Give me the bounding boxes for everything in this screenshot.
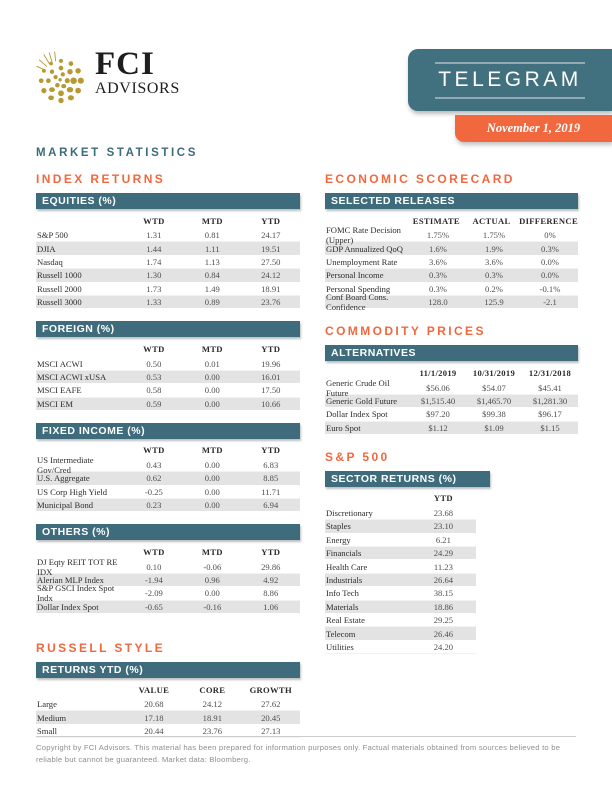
column-header-row bbox=[36, 681, 300, 698]
cell-value: 11.23 bbox=[433, 561, 453, 572]
cell-value: 0.00 bbox=[204, 385, 220, 396]
table-row bbox=[36, 486, 300, 499]
cell-value: 6.83 bbox=[263, 460, 279, 471]
cell-value: 0.89 bbox=[204, 297, 220, 308]
row-label: Generic Crude Oil Future bbox=[326, 377, 390, 398]
fixed-income-table bbox=[36, 423, 300, 513]
table-row bbox=[36, 698, 300, 711]
foreign-table bbox=[36, 321, 300, 411]
cell-value: 0.3% bbox=[429, 270, 447, 281]
table-row bbox=[36, 229, 300, 242]
column-header: 12/31/2018 bbox=[528, 367, 572, 378]
alternatives-table-header-bar: ALTERNATIVES bbox=[325, 345, 578, 361]
table-row bbox=[325, 408, 578, 421]
cell-value: -0.25 bbox=[144, 486, 163, 497]
cell-value: 10.66 bbox=[261, 398, 281, 409]
table-row bbox=[325, 560, 476, 573]
cell-value: $1,465.70 bbox=[476, 395, 512, 406]
cell-value: 24.12 bbox=[202, 699, 222, 710]
table-row bbox=[325, 256, 578, 269]
row-label: FOMC Rate Decision (Upper) bbox=[326, 225, 401, 246]
cell-value: 1.44 bbox=[146, 243, 162, 254]
row-label: DJIA bbox=[37, 243, 56, 254]
cell-value: 0.00 bbox=[204, 398, 220, 409]
cell-value: 20.44 bbox=[144, 726, 164, 736]
fixed-income-table-body bbox=[36, 442, 300, 513]
table-row bbox=[325, 601, 476, 614]
cell-value: 16.01 bbox=[261, 371, 281, 382]
row-label: DJ Eqty REIT TOT RE IDX bbox=[37, 556, 118, 577]
column-header: MTD bbox=[201, 445, 223, 456]
cell-value: 24.17 bbox=[261, 230, 281, 241]
cell-value: 0.00 bbox=[204, 460, 220, 471]
cell-value: 24.20 bbox=[433, 642, 454, 652]
foreign-table-header-bar: FOREIGN (%) bbox=[36, 321, 300, 337]
cell-value: -0.1% bbox=[539, 283, 561, 294]
cell-value: 3.6% bbox=[485, 256, 503, 267]
table-row bbox=[325, 534, 476, 547]
row-label: MSCI ACWI bbox=[37, 358, 83, 369]
table-row bbox=[36, 472, 300, 485]
cell-value: 128.0 bbox=[428, 297, 448, 308]
row-label: Russell 2000 bbox=[37, 283, 82, 294]
cell-value: 23.10 bbox=[433, 521, 454, 532]
foreign-table-body bbox=[36, 340, 300, 411]
row-label: Personal Spending bbox=[326, 283, 391, 294]
selected-releases-table-header-bar: SELECTED RELEASES bbox=[325, 193, 578, 209]
row-label: Dollar Index Spot bbox=[37, 601, 99, 612]
table-row bbox=[325, 225, 578, 246]
report-date: November 1, 2019 bbox=[486, 121, 581, 135]
cell-value: 1.06 bbox=[263, 601, 279, 612]
row-label: Municipal Bond bbox=[37, 500, 94, 511]
column-header: YTD bbox=[261, 445, 281, 456]
cell-value: 18.91 bbox=[202, 712, 222, 723]
cell-value: 23.68 bbox=[433, 508, 454, 519]
cell-value: 27.50 bbox=[261, 256, 281, 267]
cell-value: 19.96 bbox=[261, 358, 281, 369]
row-label: Staples bbox=[326, 521, 351, 532]
fci-advisors-logo bbox=[34, 46, 180, 111]
cell-value: 26.46 bbox=[433, 628, 454, 639]
cell-value: 8.86 bbox=[263, 588, 279, 599]
cell-value: 4.92 bbox=[263, 575, 279, 586]
equities-table bbox=[36, 193, 300, 309]
table-row bbox=[325, 292, 578, 313]
cell-value: 6.94 bbox=[263, 500, 279, 511]
row-label: Russell 3000 bbox=[37, 297, 82, 308]
table-row bbox=[325, 627, 476, 640]
row-label: Discretionary bbox=[326, 508, 373, 519]
column-header: MTD bbox=[201, 546, 223, 557]
row-label: Industrials bbox=[326, 575, 363, 586]
cell-value: 38.15 bbox=[433, 588, 454, 599]
cell-value: 8.85 bbox=[263, 473, 279, 484]
cell-value: 24.29 bbox=[433, 548, 454, 559]
page-title: MARKET STATISTICS bbox=[36, 147, 198, 159]
table-row bbox=[325, 587, 476, 600]
cell-value: 18.91 bbox=[261, 283, 281, 294]
row-label: US Intermediate Gov/Cred bbox=[37, 455, 94, 476]
cell-value: 1.73 bbox=[146, 283, 162, 294]
cell-value: 0.43 bbox=[146, 460, 162, 471]
row-label: Small bbox=[37, 726, 58, 736]
table-row bbox=[325, 641, 476, 654]
cell-value: -0.65 bbox=[144, 601, 163, 612]
brand-name-bottom: ADVISORS bbox=[95, 80, 180, 98]
table-row bbox=[325, 269, 578, 282]
cell-value: 0.0% bbox=[541, 270, 559, 281]
table-row bbox=[325, 422, 578, 435]
equities-table-header-bar: EQUITIES (%) bbox=[36, 193, 300, 209]
section-title-commodity-prices: COMMODITY PRICES bbox=[325, 324, 486, 339]
row-label: Personal Income bbox=[326, 270, 384, 281]
row-label: Alerian MLP Index bbox=[37, 575, 104, 586]
column-header: GROWTH bbox=[249, 684, 292, 695]
cell-value: $99.38 bbox=[482, 409, 506, 420]
column-header: DIFFERENCE bbox=[519, 215, 578, 226]
brand-name-top: FCI bbox=[95, 46, 155, 82]
fixed-income-table-header-bar: FIXED INCOME (%) bbox=[36, 423, 300, 439]
brand-wordmark bbox=[95, 46, 180, 98]
column-header-row bbox=[36, 212, 300, 229]
cell-value: 23.76 bbox=[202, 726, 222, 736]
row-label: Euro Spot bbox=[326, 422, 361, 433]
column-header: 11/1/2019 bbox=[419, 367, 457, 378]
cell-value: $1.12 bbox=[428, 422, 448, 433]
table-row bbox=[325, 377, 578, 398]
sector-returns-table-header-bar: SECTOR RETURNS (%) bbox=[325, 471, 490, 487]
table-row bbox=[36, 455, 300, 476]
badge-rule-top bbox=[435, 62, 585, 64]
column-header: YTD bbox=[433, 493, 453, 504]
column-header: VALUE bbox=[138, 684, 170, 695]
cell-value: $97.20 bbox=[426, 409, 450, 420]
cell-value: 0% bbox=[544, 230, 556, 241]
row-label: US Corp High Yield bbox=[37, 486, 108, 497]
cell-value: 19.51 bbox=[261, 243, 281, 254]
cell-value: 3.6% bbox=[429, 256, 447, 267]
badge-rule-bottom bbox=[435, 97, 585, 99]
cell-value: 27.13 bbox=[261, 726, 281, 736]
cell-value: 1.6% bbox=[429, 243, 447, 254]
right-column bbox=[325, 172, 578, 750]
cell-value: $45.41 bbox=[538, 382, 562, 393]
section-title-russell-style: RUSSELL STYLE bbox=[36, 641, 165, 656]
column-header: WTD bbox=[143, 445, 165, 456]
cell-value: 0.00 bbox=[204, 588, 220, 599]
cell-value: $1,515.40 bbox=[420, 395, 456, 406]
cell-value: 0.62 bbox=[146, 473, 162, 484]
cell-value: 0.23 bbox=[146, 500, 162, 511]
column-header: MTD bbox=[201, 215, 223, 226]
row-label: Energy bbox=[326, 534, 351, 545]
row-label: Nasdaq bbox=[37, 256, 63, 267]
row-label: Conf Board Cons. Confidence bbox=[326, 292, 389, 313]
left-column bbox=[36, 172, 300, 750]
cell-value: $1.15 bbox=[540, 422, 560, 433]
cell-value: $1,281.30 bbox=[532, 395, 568, 406]
row-label: U.S. Aggregate bbox=[37, 473, 90, 484]
cell-value: 20.68 bbox=[144, 699, 164, 710]
cell-value: 0.00 bbox=[204, 371, 220, 382]
cell-value: -0.06 bbox=[203, 561, 222, 572]
cell-value: 24.12 bbox=[261, 270, 281, 281]
cell-value: -2.09 bbox=[144, 588, 163, 599]
cell-value: 1.49 bbox=[204, 283, 220, 294]
sector-returns-table-body bbox=[325, 490, 476, 654]
row-label: Medium bbox=[37, 712, 67, 723]
cell-value: 29.25 bbox=[433, 615, 454, 626]
cell-value: 6.21 bbox=[435, 534, 451, 545]
sector-returns-table bbox=[325, 471, 578, 654]
column-header: WTD bbox=[143, 215, 165, 226]
column-header: MTD bbox=[201, 343, 223, 354]
selected-releases-table-body bbox=[325, 212, 578, 313]
cell-value: 1.30 bbox=[146, 270, 162, 281]
cell-value: 20.45 bbox=[261, 712, 281, 723]
cell-value: 1.11 bbox=[204, 243, 220, 254]
cell-value: 29.86 bbox=[261, 561, 281, 572]
cell-value: 0.53 bbox=[146, 371, 162, 382]
table-row bbox=[36, 296, 300, 309]
cell-value: 18.86 bbox=[433, 601, 454, 612]
dandelion-globe-icon bbox=[34, 50, 88, 111]
cell-value: 1.31 bbox=[146, 230, 162, 241]
cell-value: 23.76 bbox=[261, 297, 281, 308]
cell-value: 1.74 bbox=[146, 256, 162, 267]
row-label: GDP Annualized QoQ bbox=[326, 243, 404, 254]
table-row bbox=[325, 574, 476, 587]
section-title-index-returns: INDEX RETURNS bbox=[36, 172, 166, 186]
cell-value: $54.07 bbox=[482, 382, 506, 393]
selected-releases-table bbox=[325, 193, 578, 313]
table-row bbox=[36, 499, 300, 512]
row-label: Info Tech bbox=[326, 588, 359, 599]
cell-value: 0.3% bbox=[541, 243, 559, 254]
cell-value: 17.50 bbox=[261, 385, 281, 396]
column-header-row bbox=[325, 490, 476, 507]
column-header: ACTUAL bbox=[472, 215, 511, 226]
row-label: Financials bbox=[326, 548, 362, 559]
cell-value: 0.10 bbox=[146, 561, 162, 572]
table-row bbox=[325, 242, 578, 255]
cell-value: $1.09 bbox=[484, 422, 504, 433]
masthead-title: TELEGRAM bbox=[438, 67, 582, 91]
telegram-badge bbox=[408, 49, 612, 111]
cell-value: 0.96 bbox=[204, 575, 220, 586]
alternatives-table-body bbox=[325, 364, 578, 435]
cell-value: -2.1 bbox=[543, 297, 557, 308]
cell-value: 17.18 bbox=[144, 712, 164, 723]
table-row bbox=[36, 269, 300, 282]
section-title-sp500: S&P 500 bbox=[325, 449, 390, 464]
row-label: S&P 500 bbox=[37, 230, 68, 241]
table-row bbox=[325, 614, 476, 627]
column-header: 10/31/2019 bbox=[472, 367, 516, 378]
table-row bbox=[325, 520, 476, 533]
row-label: Dollar Index Spot bbox=[326, 409, 388, 420]
content-columns bbox=[36, 172, 578, 750]
row-label: MSCI EM bbox=[37, 398, 74, 409]
date-ribbon bbox=[455, 115, 612, 142]
equities-table-body bbox=[36, 212, 300, 309]
cell-value: 11.71 bbox=[261, 486, 281, 497]
column-header: YTD bbox=[261, 215, 281, 226]
cell-value: 0.84 bbox=[204, 270, 220, 281]
column-header: YTD bbox=[261, 343, 281, 354]
column-header: WTD bbox=[143, 546, 165, 557]
cell-value: -0.16 bbox=[203, 601, 222, 612]
cell-value: 0.0% bbox=[541, 256, 559, 267]
table-row bbox=[36, 583, 300, 604]
cell-value: 26.64 bbox=[433, 575, 454, 586]
table-row bbox=[325, 395, 578, 408]
cell-value: 1.13 bbox=[204, 256, 220, 267]
row-label: Russell 1000 bbox=[37, 270, 82, 281]
row-label: MSCI EAFE bbox=[37, 385, 82, 396]
column-header: CORE bbox=[199, 684, 226, 695]
row-label: Materials bbox=[326, 601, 359, 612]
row-label: Generic Gold Future bbox=[326, 395, 398, 406]
cell-value: 0.00 bbox=[204, 500, 220, 511]
cell-value: 1.9% bbox=[485, 243, 503, 254]
returns-ytd-table-body bbox=[36, 681, 300, 738]
cell-value: 1.33 bbox=[146, 297, 162, 308]
table-row bbox=[325, 547, 476, 560]
returns-ytd-table-header-bar: RETURNS YTD (%) bbox=[36, 662, 300, 678]
table-row bbox=[325, 507, 476, 520]
table-row bbox=[36, 357, 300, 370]
others-table-header-bar: OTHERS (%) bbox=[36, 524, 300, 540]
row-label: Telecom bbox=[326, 628, 356, 639]
cell-value: 0.01 bbox=[204, 358, 220, 369]
column-header: YTD bbox=[261, 546, 281, 557]
cell-value: 1.75% bbox=[426, 230, 450, 241]
row-label: S&P GSCI Index Spot Indx bbox=[37, 583, 115, 604]
cell-value: 0.59 bbox=[146, 398, 162, 409]
row-label: Large bbox=[37, 699, 57, 710]
table-row bbox=[36, 283, 300, 296]
cell-value: 125.9 bbox=[484, 297, 504, 308]
cell-value: 0.00 bbox=[204, 486, 220, 497]
table-row bbox=[36, 556, 300, 577]
row-label: Health Care bbox=[326, 561, 368, 572]
cell-value: 1.75% bbox=[482, 230, 506, 241]
table-row bbox=[36, 242, 300, 255]
table-row bbox=[36, 256, 300, 269]
table-row bbox=[36, 601, 300, 614]
cell-value: $56.06 bbox=[426, 382, 450, 393]
cell-value: 0.58 bbox=[146, 385, 162, 396]
cell-value: 0.81 bbox=[204, 230, 220, 241]
cell-value: 0.00 bbox=[204, 473, 220, 484]
table-row bbox=[36, 711, 300, 724]
others-table-body bbox=[36, 543, 300, 614]
others-table bbox=[36, 524, 300, 614]
cell-value: 0.3% bbox=[485, 270, 503, 281]
row-label: Unemployment Rate bbox=[326, 256, 398, 267]
footer-disclaimer: Copyright by FCI Advisors. This material has been prepared for information purposes only. Factual materials obtained from sources believed to be reliable but cannot be guaranteed. Market data: Bloomberg. bbox=[36, 736, 576, 765]
cell-value: $96.17 bbox=[538, 409, 562, 420]
row-label: Real Estate bbox=[326, 615, 365, 626]
row-label: Utilities bbox=[326, 642, 354, 652]
row-label: MSCI ACWI xUSA bbox=[37, 371, 107, 382]
section-title-economic-scorecard: ECONOMIC SCORECARD bbox=[325, 172, 515, 186]
table-row bbox=[36, 371, 300, 384]
cell-value: 27.62 bbox=[261, 699, 281, 710]
alternatives-table bbox=[325, 345, 578, 435]
column-header-row bbox=[36, 340, 300, 357]
table-row bbox=[36, 398, 300, 411]
returns-ytd-table bbox=[36, 662, 300, 738]
cell-value: 0.2% bbox=[485, 283, 503, 294]
cell-value: 0.50 bbox=[146, 358, 162, 369]
column-header: ESTIMATE bbox=[412, 215, 460, 226]
table-row bbox=[36, 384, 300, 397]
column-header: WTD bbox=[143, 343, 165, 354]
cell-value: 0.3% bbox=[429, 283, 447, 294]
cell-value: -1.94 bbox=[144, 575, 163, 586]
